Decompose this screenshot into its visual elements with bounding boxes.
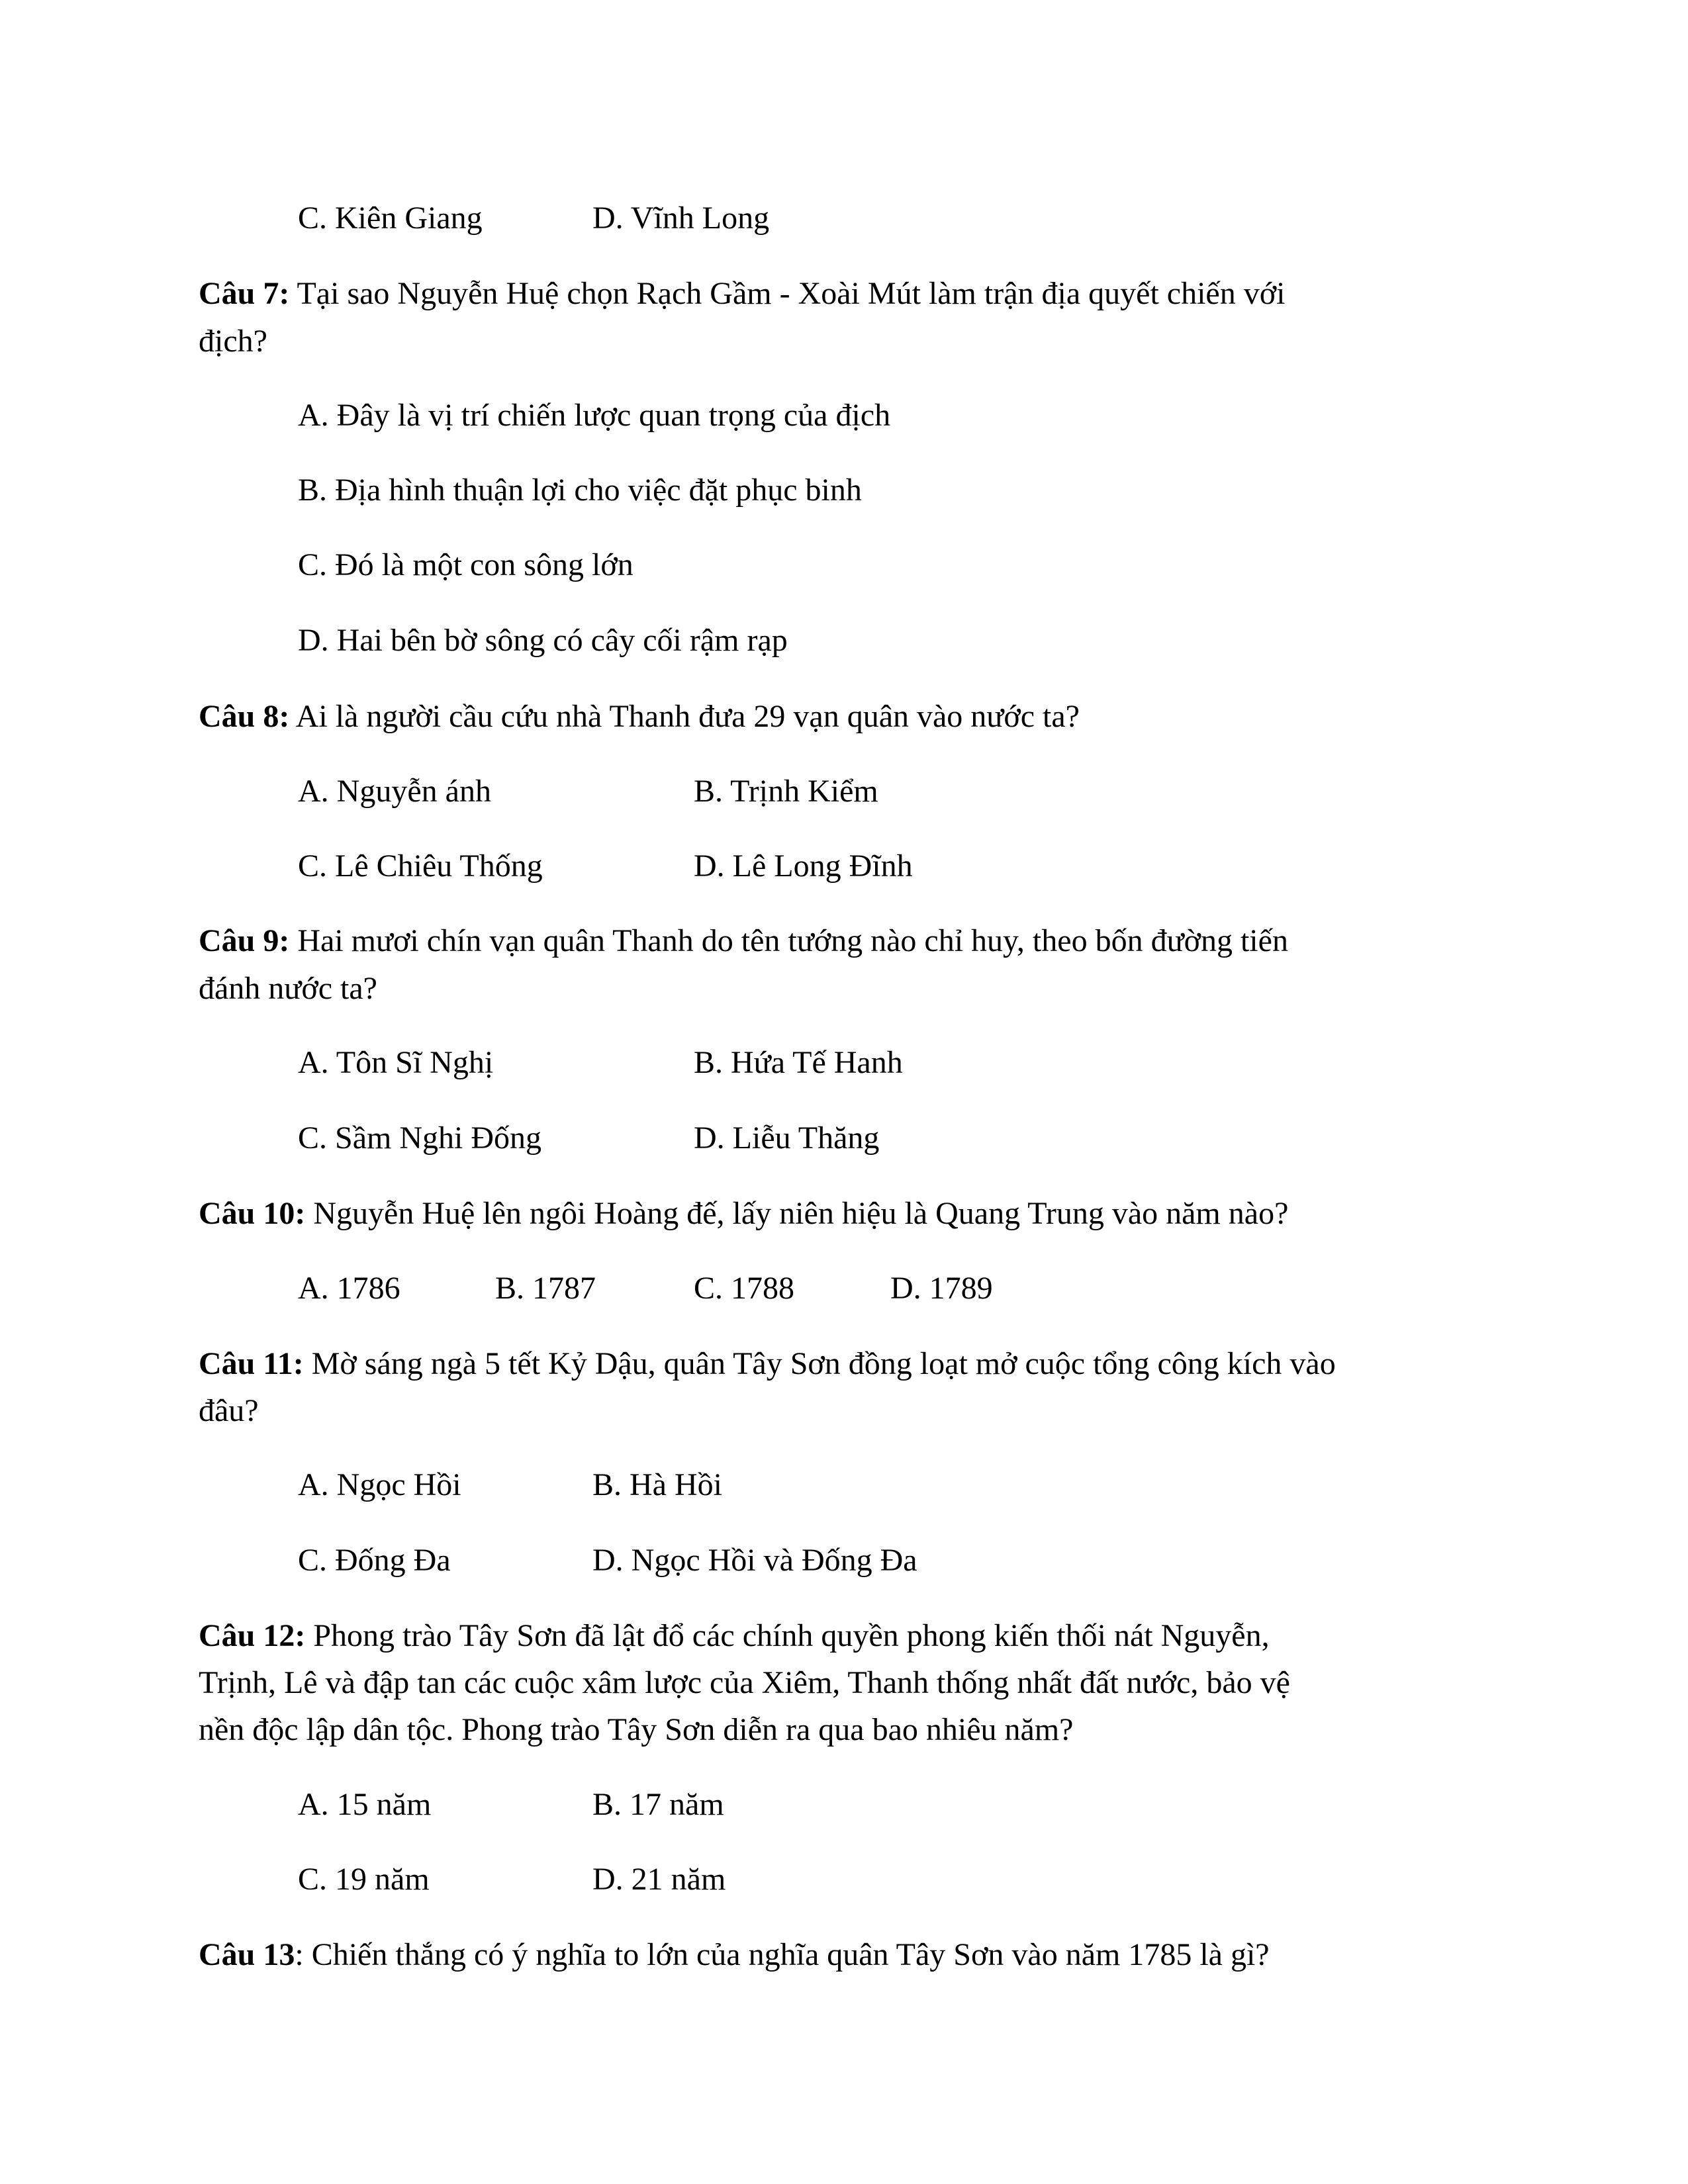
- question-9-text-line2: đánh nước ta?: [199, 971, 377, 1006]
- option-d: D. Vĩnh Long: [592, 201, 770, 236]
- option-b: B. Địa hình thuận lợi cho việc đặt phục binh: [298, 473, 862, 508]
- question-text: Nguyễn Huệ lên ngôi Hoàng đế, lấy niên hiệu là Quang Trung vào năm nào?: [305, 1196, 1289, 1231]
- question-12-text-line2: Trịnh, Lê và đập tan các cuộc xâm lược của Xiêm, Thanh thống nhất đất nước, bảo vệ: [199, 1665, 1290, 1700]
- question-text: Mờ sáng ngà 5 tết Kỷ Dậu, quân Tây Sơn đồng loạt mở cuộc tổng công kích vào: [303, 1346, 1336, 1381]
- option-d: D. 1789: [890, 1271, 993, 1306]
- question-10: [199, 1195, 1288, 1232]
- option-a: A. Tôn Sĩ Nghị: [298, 1045, 494, 1080]
- question-label: Câu 8:: [199, 699, 290, 734]
- question-label: Câu 7:: [199, 276, 290, 311]
- option-c: C. 1788: [694, 1271, 795, 1306]
- option-b: B. Hà Hồi: [592, 1467, 722, 1502]
- question-label: Câu 13: [199, 1937, 295, 1972]
- question-12-text-line3: nền độc lập dân tộc. Phong trào Tây Sơn diễn ra qua bao nhiêu năm?: [199, 1712, 1074, 1747]
- question-7-text-line2: địch?: [199, 324, 267, 359]
- option-a: A. Ngọc Hồi: [298, 1467, 461, 1502]
- option-a: A. Đây là vị trí chiến lược quan trọng của địch: [298, 398, 891, 433]
- question-label: Câu 10:: [199, 1196, 306, 1231]
- option-d: D. Liễu Thăng: [694, 1120, 880, 1156]
- option-b: B. 17 năm: [592, 1787, 724, 1822]
- option-d: D. Lê Long Đĩnh: [694, 848, 913, 884]
- question-11: [199, 1345, 1336, 1383]
- question-12: [199, 1617, 1270, 1655]
- question-text: Ai là người cầu cứu nhà Thanh đưa 29 vạn quân vào nước ta?: [289, 699, 1080, 734]
- question-text: : Chiến thắng có ý nghĩa to lớn của nghĩa quân Tây Sơn vào năm 1785 là gì?: [295, 1937, 1270, 1972]
- question-label: Câu 11:: [199, 1346, 304, 1381]
- question-9: [199, 923, 1288, 960]
- question-label: Câu 9:: [199, 923, 290, 958]
- option-b: B. Trịnh Kiểm: [694, 774, 878, 809]
- option-c: C. Sầm Nghi Đống: [298, 1120, 542, 1156]
- option-a: A. 15 năm: [298, 1787, 432, 1822]
- option-d: D. Ngọc Hồi và Đống Đa: [592, 1543, 917, 1578]
- question-8: [199, 698, 1080, 735]
- option-c: C. 19 năm: [298, 1862, 430, 1897]
- option-c: C. Lê Chiêu Thống: [298, 848, 543, 884]
- question-7: [199, 275, 1285, 312]
- option-c: C. Đó là một con sông lớn: [298, 547, 633, 582]
- option-d: D. Hai bên bờ sông có cây cối rậm rạp: [298, 623, 788, 658]
- option-b: B. 1787: [495, 1271, 596, 1306]
- question-label: Câu 12:: [199, 1618, 306, 1653]
- option-b: B. Hứa Tế Hanh: [694, 1045, 903, 1080]
- option-c: C. Kiên Giang: [298, 201, 483, 236]
- question-11-text-line2: đâu?: [199, 1393, 259, 1428]
- option-c: C. Đống Đa: [298, 1543, 451, 1578]
- question-text: Tại sao Nguyễn Huệ chọn Rạch Gầm - Xoài Mút làm trận địa quyết chiến với: [289, 276, 1286, 311]
- option-a: A. 1786: [298, 1271, 400, 1306]
- question-text: Phong trào Tây Sơn đã lật đổ các chính quyền phong kiến thối nát Nguyễn,: [305, 1618, 1270, 1653]
- question-13: [199, 1936, 1270, 1974]
- option-d: D. 21 năm: [592, 1862, 726, 1897]
- option-a: A. Nguyễn ánh: [298, 774, 491, 809]
- question-text: Hai mươi chín vạn quân Thanh do tên tướng nào chỉ huy, theo bốn đường tiến: [289, 923, 1288, 958]
